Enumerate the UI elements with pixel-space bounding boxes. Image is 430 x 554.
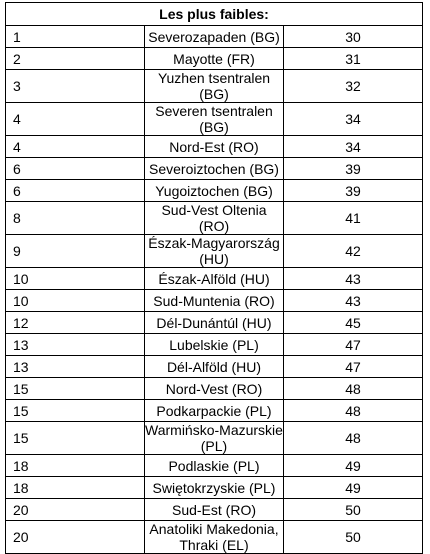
table-row <box>6 312 423 334</box>
table-row <box>6 356 423 378</box>
rank-cell: 10 <box>6 268 145 290</box>
value-cell: 42 <box>284 235 423 268</box>
region-cell: Podkarpackie (PL) <box>145 400 284 422</box>
rank-cell: 4 <box>6 136 145 158</box>
value-cell: 39 <box>284 180 423 202</box>
value-cell: 48 <box>284 378 423 400</box>
region-cell: Mayotte (FR) <box>145 48 284 70</box>
table-row <box>6 158 423 180</box>
rank-cell: 2 <box>6 48 145 70</box>
value-cell: 43 <box>284 290 423 312</box>
rank-cell: 4 <box>6 103 145 136</box>
rank-cell: 13 <box>6 356 145 378</box>
table-row <box>6 455 423 477</box>
table-row <box>6 103 423 136</box>
value-cell: 30 <box>284 26 423 48</box>
value-cell: 50 <box>284 521 423 554</box>
table-title: Les plus faibles: <box>6 3 423 26</box>
table-row <box>6 26 423 48</box>
rank-cell: 15 <box>6 422 145 455</box>
rank-cell: 9 <box>6 235 145 268</box>
rank-cell: 12 <box>6 312 145 334</box>
region-cell: Lubelskie (PL) <box>145 334 284 356</box>
region-cell: Podlaskie (PL) <box>145 455 284 477</box>
value-cell: 47 <box>284 334 423 356</box>
table-row <box>6 180 423 202</box>
region-cell: Anatoliki Makedonia, Thraki (EL) <box>145 521 284 554</box>
rank-cell: 6 <box>6 158 145 180</box>
table-row <box>6 235 423 268</box>
rank-cell: 18 <box>6 477 145 499</box>
rank-cell: 20 <box>6 521 145 554</box>
value-cell: 49 <box>284 477 423 499</box>
region-cell: Észak-Magyarország (HU) <box>145 235 284 268</box>
table-row <box>6 477 423 499</box>
table-row <box>6 334 423 356</box>
rank-cell: 18 <box>6 455 145 477</box>
rank-cell: 10 <box>6 290 145 312</box>
table-row <box>6 268 423 290</box>
value-cell: 41 <box>284 202 423 235</box>
table-body <box>6 26 423 554</box>
region-cell: Sud-Est (RO) <box>145 499 284 521</box>
value-cell: 48 <box>284 400 423 422</box>
region-cell: Yugoiztochen (BG) <box>145 180 284 202</box>
region-cell: Sud-Muntenia (RO) <box>145 290 284 312</box>
rank-cell: 3 <box>6 70 145 103</box>
region-cell: Warmińsko-Mazurskie (PL) <box>145 422 283 454</box>
table-row <box>6 202 423 235</box>
region-cell: Észak-Alföld (HU) <box>145 268 284 290</box>
value-cell: 39 <box>284 158 423 180</box>
region-cell: Yuzhen tsentralen (BG) <box>145 70 284 103</box>
rank-cell: 8 <box>6 202 145 235</box>
value-cell: 45 <box>284 312 423 334</box>
rank-cell: 20 <box>6 499 145 521</box>
table-row <box>6 521 423 554</box>
rank-cell: 1 <box>6 26 145 48</box>
region-cell: Severozapaden (BG) <box>145 26 284 48</box>
value-cell: 34 <box>284 136 423 158</box>
rank-cell: 6 <box>6 180 145 202</box>
table-row <box>6 400 423 422</box>
table-header-row <box>6 3 423 26</box>
rank-cell: 13 <box>6 334 145 356</box>
region-cell: Nord-Est (RO) <box>145 136 284 158</box>
region-cell: Dél-Alföld (HU) <box>145 356 284 378</box>
region-cell: Severoiztochen (BG) <box>145 158 284 180</box>
table-row <box>6 378 423 400</box>
ranking-table <box>5 2 423 554</box>
rank-cell: 15 <box>6 378 145 400</box>
region-cell: Dél-Dunántúl (HU) <box>145 312 284 334</box>
table-row <box>6 422 423 455</box>
region-cell: Nord-Vest (RO) <box>145 378 284 400</box>
region-cell: Severen tsentralen (BG) <box>145 103 284 136</box>
table-row <box>6 136 423 158</box>
region-cell: Swiętokrzyskie (PL) <box>145 477 284 499</box>
rank-cell: 15 <box>6 400 145 422</box>
table-row <box>6 499 423 521</box>
table-row <box>6 70 423 103</box>
value-cell: 49 <box>284 455 423 477</box>
table-row <box>6 48 423 70</box>
value-cell: 34 <box>284 103 423 136</box>
value-cell: 32 <box>284 70 423 103</box>
value-cell: 31 <box>284 48 423 70</box>
value-cell: 48 <box>284 422 423 455</box>
value-cell: 50 <box>284 499 423 521</box>
value-cell: 43 <box>284 268 423 290</box>
value-cell: 47 <box>284 356 423 378</box>
table-row <box>6 290 423 312</box>
region-cell: Sud-Vest Oltenia (RO) <box>145 202 284 235</box>
